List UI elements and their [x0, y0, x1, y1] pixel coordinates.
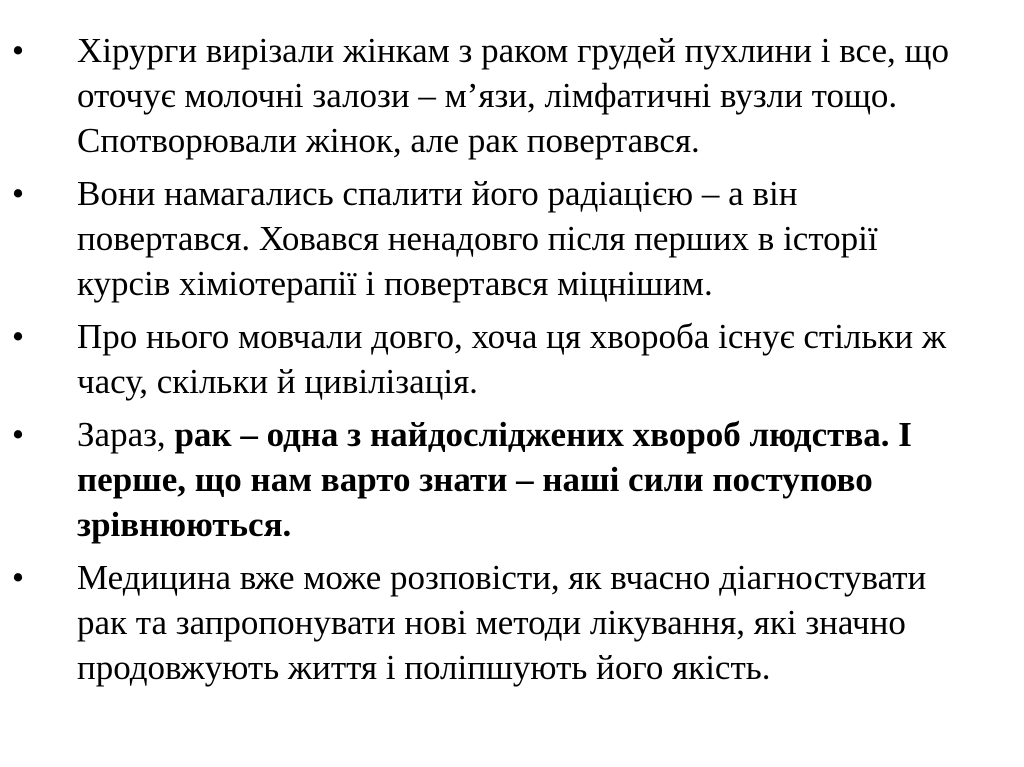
bullet-text-bold: рак – одна з найдосліджених хвороб людства. І перше, що нам варто знати – наші сили поступово зрівнюються. [77, 415, 912, 544]
bullet-item-3 [0, 314, 1024, 404]
bullet-dot-icon: • [11, 415, 25, 454]
bullet-dot-icon: • [11, 558, 25, 597]
bullet-item-5 [0, 555, 1024, 690]
bullet-dot-icon: • [11, 317, 25, 356]
bullet-item-2 [0, 171, 1024, 306]
bullet-text: Про нього мовчали довго, хоча ця хвороба існує стільки ж часу, скільки й цивілізація. [77, 317, 947, 401]
bullet-list [0, 28, 1024, 698]
bullet-dot-icon: • [11, 31, 25, 70]
bullet-text-normal: Зараз, [77, 415, 175, 454]
bullet-item-4 [0, 412, 1024, 547]
bullet-dot-icon: • [11, 174, 25, 213]
bullet-text: Вони намагались спалити його радіацією – а він повертався. Ховався ненадовго після перших в історії курсів хіміотерапії і повертався міцнішим. [77, 174, 878, 303]
bullet-text: Медицина вже може розповісти, як вчасно діагностувати рак та запропонувати нові методи лікування, які значно продовжують життя і поліпшують його якість. [77, 558, 927, 687]
bullet-item-1 [0, 28, 1024, 163]
bullet-text: Хірурги вирізали жінкам з раком грудей пухлини і все, що оточує молочні залози – м’язи, лімфатичні вузли тощо. Спотворювали жінок, але рак повертався. [77, 31, 949, 160]
